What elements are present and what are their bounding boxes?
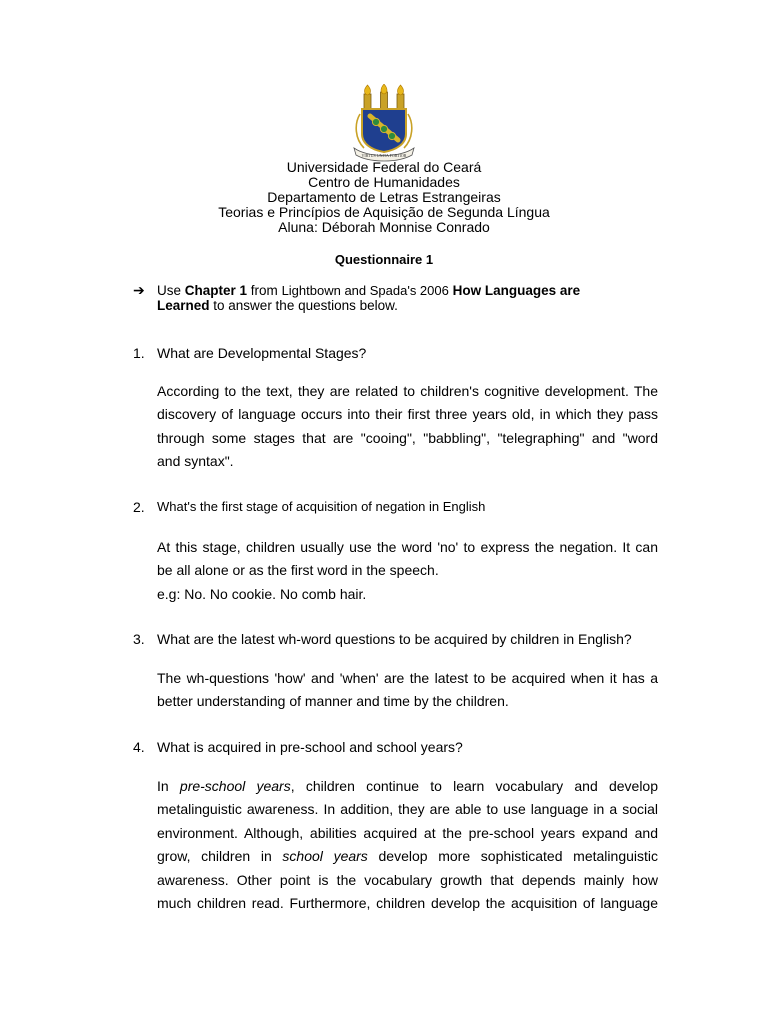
instruction-book-line2: Learned (157, 298, 210, 313)
answer-line: The wh-questions 'how' and 'when' are the latest to be acquired when it has a (157, 670, 658, 686)
torch-icon (364, 85, 371, 110)
university-name: Universidade Federal do Ceará (286, 159, 482, 175)
torch-icon (381, 84, 388, 110)
answer-line: discovery of language occurs into their first three years old, in which they pass (157, 406, 658, 423)
document-header (0, 160, 768, 235)
instruction-use: Use (157, 283, 185, 298)
answer-line: According to the text, they are related to children's cognitive development. The (157, 383, 658, 399)
instruction-source: Lightbown and Spada's 2006 (281, 283, 449, 298)
question-text: What's the first stage of acquisition of negation in English (157, 499, 486, 514)
answer-4 (157, 775, 658, 915)
answer-line: through some stages that are "cooing", "babbling", "telegraphing" and "word (157, 429, 658, 446)
instruction-chapter: Chapter 1 (184, 283, 248, 298)
question-number: 4. (133, 739, 145, 755)
question-text: What are the latest wh-word questions to be acquired by children in English? (157, 631, 632, 647)
answer-line: At this stage, children usually use the word 'no' to express the negation. It can (157, 539, 658, 555)
question-text: What are Developmental Stages? (157, 345, 367, 361)
department-name: Departamento de Letras Estrangeiras (267, 189, 501, 205)
instruction-book-line1: How Languages are (448, 283, 581, 298)
answer-text: In (157, 778, 180, 794)
answer-emphasis: school years (282, 848, 368, 865)
student-name: Aluna: Déborah Monnise Conrado (278, 219, 490, 235)
answer-line (157, 775, 658, 798)
instruction-rest: to answer the questions below. (209, 298, 398, 313)
answer-line: environment. Although, abilities acquired at the pre-school years expand and (157, 824, 658, 841)
question-number: 1. (133, 345, 145, 361)
answer-line (157, 845, 658, 868)
answer-line: awareness. Other point is the vocabulary growth that depends mainly how (157, 871, 658, 888)
center-name: Centro de Humanidades (308, 174, 460, 190)
answer-emphasis: pre-school years (179, 778, 291, 794)
question-text: What is acquired in pre-school and school years? (157, 739, 463, 755)
university-crest-logo (350, 84, 418, 162)
answer-line: better understanding of manner and time by the children. (157, 693, 509, 710)
crest-motto: VIRTUS UNITA FORTIOR (361, 153, 407, 158)
answer-2 (157, 536, 658, 606)
page-title: Questionnaire 1 (334, 252, 434, 267)
answer-line: be all alone or as the first word in the speech. (157, 562, 439, 579)
answer-line: metalinguistic awareness. In addition, they are able to use language in a social (157, 801, 658, 818)
answer-text: , children continue to learn vocabulary and develop (290, 778, 659, 794)
question-number: 2. (133, 499, 145, 515)
course-name: Teorias e Princípios de Aquisição de Segunda Língua (218, 204, 550, 220)
arrow-right-icon: ➔ (133, 282, 145, 298)
instruction-text (157, 283, 657, 313)
answer-1 (157, 380, 658, 474)
instruction-from: from (247, 283, 282, 298)
answer-text: grow, children in (157, 848, 283, 865)
question-number: 3. (133, 631, 145, 647)
answer-3 (157, 667, 658, 714)
answer-line: much children read. Furthermore, children develop the acquisition of language (157, 895, 658, 912)
answer-line: and syntax". (157, 453, 234, 470)
answer-line: e.g: No. No cookie. No comb hair. (157, 585, 367, 602)
answer-text: develop more sophisticated metalinguistic (367, 848, 658, 865)
torch-icon (397, 85, 404, 110)
